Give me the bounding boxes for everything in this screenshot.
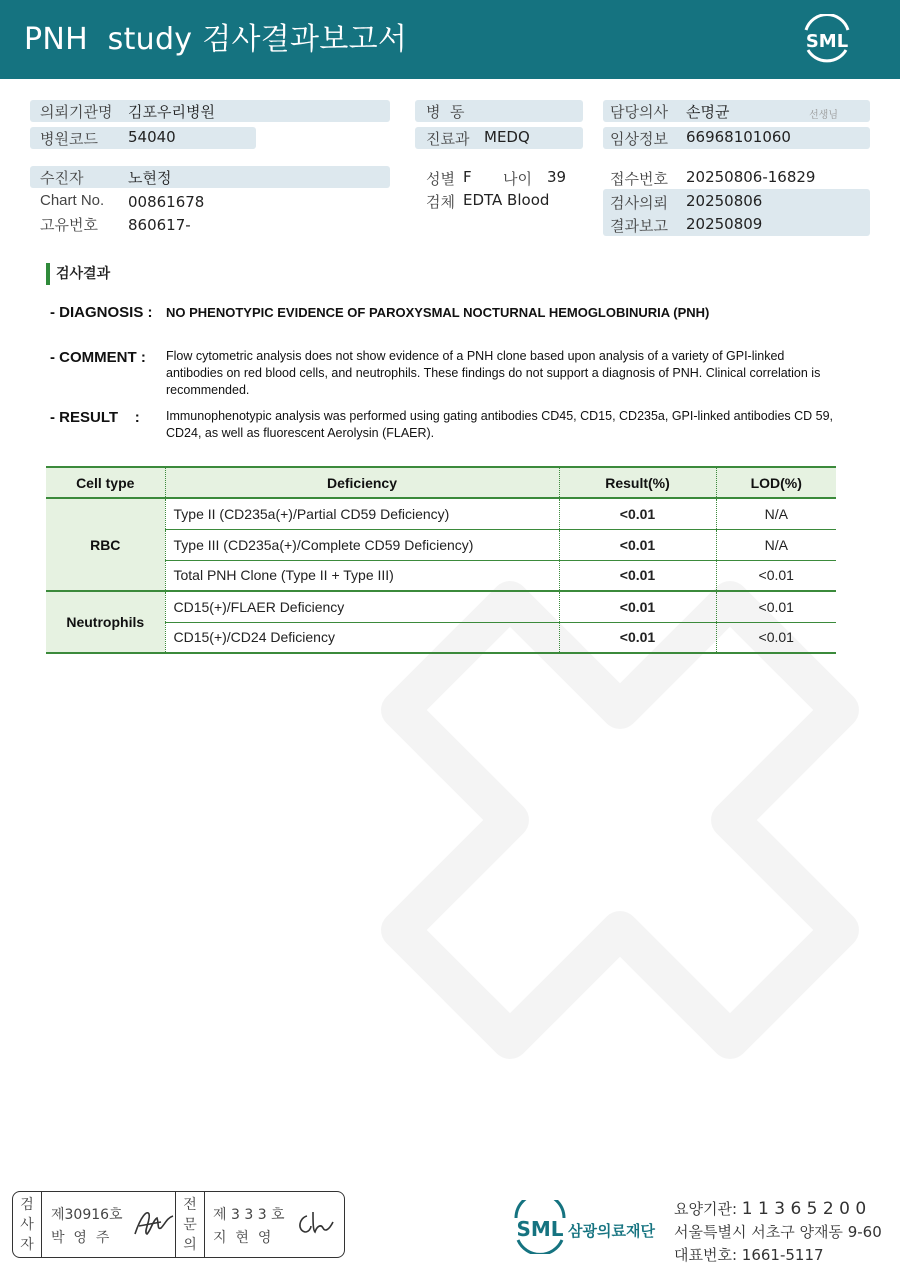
phone-value: 1661-5117 [741,1246,824,1264]
receipt-value: 20250806-16829 [686,168,816,186]
report-header [0,0,900,79]
diagnosis-text: NO PHENOTYPIC EVIDENCE OF PAROXYSMAL NOCTURNAL HEMOGLOBINURIA (PNH) [166,305,710,320]
cell-type-rbc: RBC [46,498,165,591]
clinical-info-value: 66968101060 [686,128,791,146]
institution-code-value: 1 1 3 6 5 2 0 0 [741,1199,867,1219]
diagnosis-label: - DIAGNOSIS : [50,304,153,321]
examiner-number: 제30916호 [51,1207,123,1223]
institution-code-label: 요양기관: [674,1200,738,1218]
deficiency-cell: Type II (CD235a(+)/Partial CD59 Deficiency) [165,498,559,529]
chart-value: 00861678 [128,193,205,211]
specialist-label-text: 전문의 [183,1197,197,1253]
patient-label: 수진자 [40,169,84,187]
ward-label: 병 동 [426,103,465,121]
specimen-label: 검체 [426,193,455,211]
patient-value: 노현정 [128,169,172,187]
examiner-name: 박 영 주 [51,1230,110,1246]
deficiency-cell: Type III (CD235a(+)/Complete CD59 Deficiency) [165,529,559,560]
report-date-label: 결과보고 [610,217,668,235]
footer-institution-code [674,1198,866,1219]
result-text: Immunophenotypic analysis was performed using gating antibodies CD45, CD15, CD235a, GPI-linked antibodies CD 59, CD24, as well as fluorescent Aerolysin (FLAER). [166,409,834,440]
footer-org-name: 삼광의료재단 [568,1222,655,1240]
comment-text: Flow cytometric analysis does not show evidence of a PNH clone based upon analysis of a variety of GPI-linked antibodies on red blood cells, and neutrophils. These findings do not support a diagnosis of PNH. Clinical correlation is recommended. [166,349,821,397]
footer-phone [674,1244,824,1265]
result-cell: <0.01 [559,591,716,622]
lod-cell: <0.01 [716,591,836,622]
department-value: MEDQ [484,128,530,146]
specimen-value: EDTA Blood [463,191,550,209]
deficiency-cell: Total PNH Clone (Type II + Type III) [165,560,559,591]
specialist-signature-icon [293,1206,339,1240]
institution-label: 의뢰기관명 [40,103,113,121]
table-row [46,622,836,653]
result-cell: <0.01 [559,560,716,591]
lod-cell: N/A [716,529,836,560]
header-cell-type: Cell type [46,467,165,498]
results-section-title: 검사결과 [46,263,110,285]
footer-logo-text: SML [516,1217,564,1241]
examiner-signature-icon [131,1206,177,1240]
doctor-value: 손명균 [686,103,730,121]
hospital-code-label: 병원코드 [40,130,98,148]
header-lod: LOD(%) [716,467,836,498]
footer-sml-logo-icon [510,1200,570,1254]
phone-label: 대표번호: [674,1246,738,1264]
sex-value: F [463,168,472,186]
specialist-label [176,1192,204,1257]
lod-cell: N/A [716,498,836,529]
comment-label: - COMMENT : [50,349,146,366]
unique-id-label: 고유번호 [40,216,98,234]
report-title: PNH study 검사결과보고서 [24,22,408,57]
header-deficiency: Deficiency [165,467,559,498]
lod-cell: <0.01 [716,560,836,591]
specialist-name: 지 현 영 [213,1230,272,1246]
unique-id-value: 860617- [128,216,191,234]
table-header-row [46,467,836,498]
clinical-info-label: 임상정보 [610,130,668,148]
request-value: 20250806 [686,192,763,210]
table-row [46,560,836,591]
doctor-label: 담당의사 [610,103,668,121]
sml-logo-text: SML [805,31,849,52]
result-cell: <0.01 [559,498,716,529]
footer-address: 서울특별시 서초구 양재동 9-60 [674,1223,882,1241]
specialist-number: 제 3 3 3 호 [213,1207,285,1223]
result-cell: <0.01 [559,622,716,653]
deficiency-cell: CD15(+)/FLAER Deficiency [165,591,559,622]
lod-cell: <0.01 [716,622,836,653]
examiner-label [13,1192,41,1257]
result-cell: <0.01 [559,529,716,560]
doctor-suffix: 선생님 [809,110,838,121]
sml-logo-icon [800,14,854,64]
chart-label: Chart No. [40,192,105,209]
results-table [46,466,836,654]
request-label: 검사의뢰 [610,194,668,212]
report-date-value: 20250809 [686,215,763,233]
department-label: 진료과 [426,130,470,148]
examiner-label-text: 검사자 [20,1197,34,1253]
signature-divider [41,1192,42,1257]
receipt-label: 접수번호 [610,170,668,188]
sex-label: 성별 [426,170,455,188]
institution-value: 김포우리병원 [128,103,215,121]
patient-row-bg [30,166,390,188]
result-label: - RESULT : [50,409,140,426]
signature-box [12,1191,345,1258]
header-result: Result(%) [559,467,716,498]
cell-type-neutrophils: Neutrophils [46,591,165,653]
table-row [46,498,836,529]
age-value: 39 [547,168,567,186]
table-row [46,591,836,622]
hospital-code-value: 54040 [128,128,176,146]
signature-divider [204,1192,205,1257]
table-row [46,529,836,560]
deficiency-cell: CD15(+)/CD24 Deficiency [165,622,559,653]
age-label: 나이 [503,170,532,188]
